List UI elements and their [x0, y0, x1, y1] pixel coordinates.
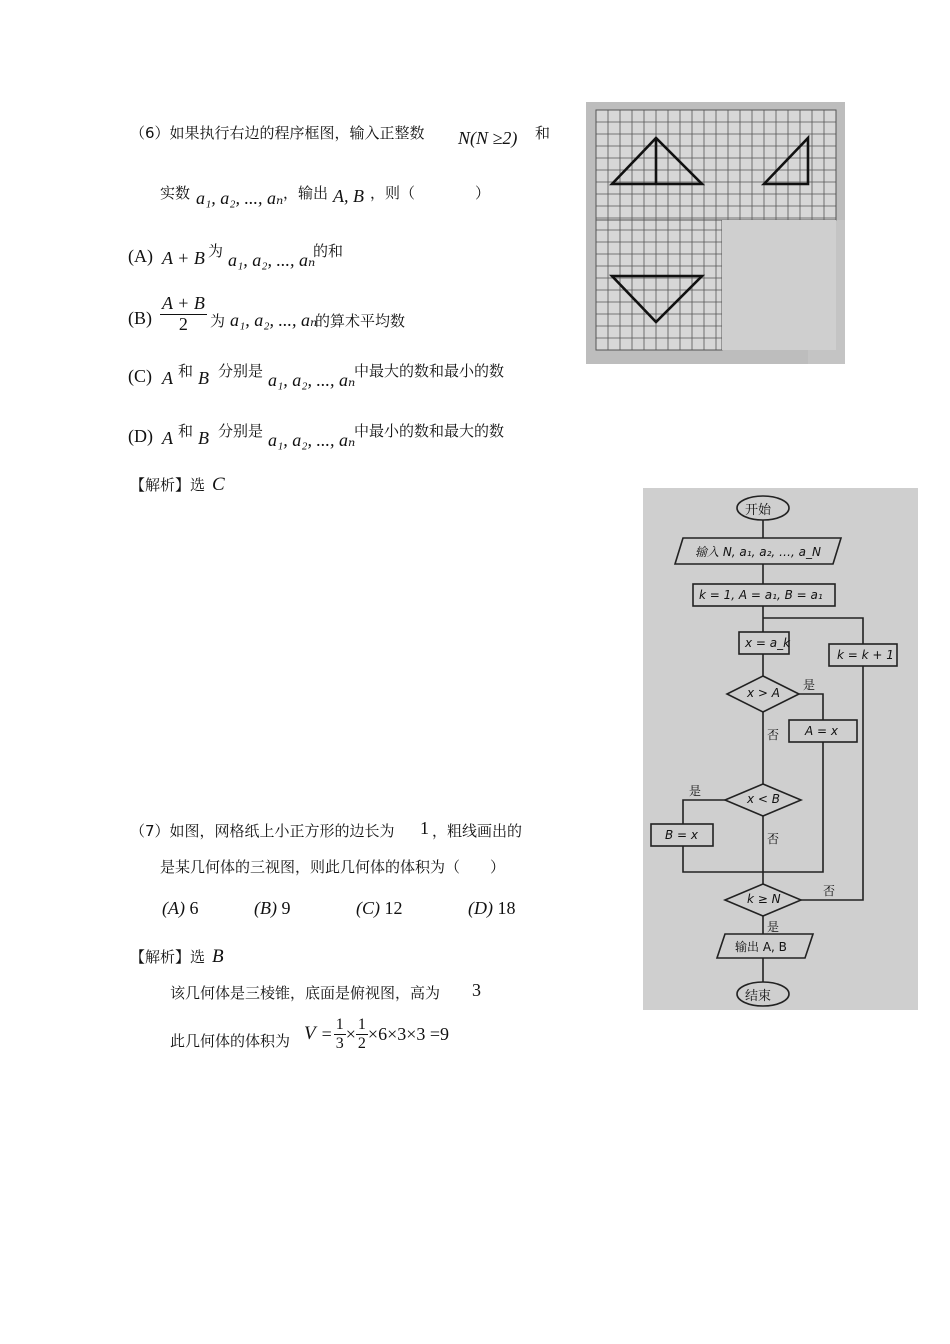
- flow-assign: x = a_k: [745, 636, 791, 650]
- q7-stem-line2: 是某几何体的三视图，则此几何体的体积为（ ）: [160, 858, 506, 876]
- q6-out-vars: A, B: [333, 186, 364, 206]
- q7-frac2: [356, 1016, 368, 1052]
- q7-tail: ×6×3×3 =9: [367, 1023, 450, 1044]
- q6-optC-seq: a₁, a₂, ..., aₙ: [268, 370, 356, 390]
- q6-optA-label: (A): [128, 246, 153, 266]
- flow-yes3: 是: [767, 920, 780, 934]
- q6-optB-label: (B): [128, 308, 152, 328]
- flow-incr: k = k + 1: [837, 648, 894, 662]
- q7-answer: B: [212, 946, 224, 967]
- q6-stem-shishu: 实数: [160, 184, 191, 202]
- q6-optB-t1: 为: [210, 312, 226, 330]
- q6-optD-seq: a₁, a₂, ..., aₙ: [268, 430, 356, 450]
- flow-cond1: x > A: [747, 686, 780, 700]
- q6-optA-t2: 的和: [313, 242, 344, 260]
- q6-optA-expr: A + B: [162, 248, 205, 268]
- q7-optD-value: 18: [497, 898, 516, 918]
- q7-frac1-den: 3: [335, 1034, 344, 1052]
- flowchart-figure: [643, 488, 918, 1010]
- q6-stem-tail: ，则（ ）: [370, 184, 491, 202]
- q7-volume-formula: [304, 1016, 449, 1052]
- q7-frac1-num: 1: [335, 1016, 344, 1033]
- three-view-grid-icon: [586, 102, 845, 364]
- q6-optC-t1: 分别是: [218, 362, 264, 380]
- q7-optA-value: 6: [189, 898, 199, 918]
- q6-optC-t2: 中最大的数和最小的数: [354, 362, 505, 380]
- flow-start: 开始: [745, 503, 772, 518]
- q7-solution-line1: 该几何体是三棱锥，底面是俯视图，高为: [170, 984, 441, 1002]
- q6-optD-t2: 中最小的数和最大的数: [354, 422, 505, 440]
- q7-side: 1: [420, 818, 429, 838]
- flow-init: k = 1, A = a₁, B = a₁: [699, 588, 823, 602]
- q6-answer: C: [212, 474, 225, 495]
- q6-optB-t2: 的算术平均数: [315, 312, 406, 330]
- q7-height: 3: [472, 980, 481, 1000]
- q6-optB-num: A + B: [162, 293, 205, 313]
- q7-optA: [162, 898, 198, 919]
- q7-times: ×: [345, 1023, 356, 1044]
- q6-optC-b: B: [198, 368, 209, 388]
- q6-stem-text: （6）如果执行右边的程序框图，输入正整数: [130, 124, 425, 142]
- q6-answer-label: 【解析】选: [130, 476, 206, 494]
- q7-optC: [356, 898, 403, 919]
- q6-stem-line1: [130, 122, 425, 143]
- flowchart-lines-icon: [643, 488, 918, 1010]
- flow-cond3: k ≥ N: [747, 892, 781, 906]
- q6-optC-a: A: [162, 368, 173, 388]
- q7-solution-line2: 此几何体的体积为: [170, 1032, 291, 1050]
- q6-optD-a: A: [162, 428, 173, 448]
- q7-stem-line1b: ，粗线画出的: [432, 822, 523, 840]
- q7-optA-label: (A): [162, 898, 185, 918]
- q7-optB-value: 9: [281, 898, 291, 918]
- q6-optB-frac: [160, 294, 207, 335]
- q6-optC-label: (C): [128, 366, 152, 386]
- q6-seq: a₁, a₂, ..., aₙ: [196, 188, 284, 208]
- q7-answer-label: 【解析】选: [130, 948, 206, 966]
- q6-optD-label: (D): [128, 426, 153, 446]
- q6-output-word: ，输出: [283, 184, 329, 202]
- q6-optC-he: 和: [178, 362, 194, 380]
- flow-no3: 否: [823, 884, 836, 898]
- q7-optB-label: (B): [254, 898, 277, 918]
- flow-yes2: 是: [689, 784, 702, 798]
- q6-optD-t1: 分别是: [218, 422, 264, 440]
- q7-V: V: [304, 1023, 316, 1045]
- flow-cond2: x < B: [747, 792, 781, 806]
- q7-frac1: [334, 1016, 346, 1052]
- flow-end: 结束: [745, 989, 772, 1004]
- q6-optD-b: B: [198, 428, 209, 448]
- flow-set-B: B = x: [665, 828, 699, 842]
- flow-yes1: 是: [803, 678, 816, 692]
- q7-optD-label: (D): [468, 898, 493, 918]
- q7-optB: [254, 898, 290, 919]
- q7-eq: =: [321, 1023, 332, 1044]
- q7-optC-value: 12: [384, 898, 403, 918]
- q6-optD-he: 和: [178, 422, 194, 440]
- q6-optA-seq: a₁, a₂, ..., aₙ: [228, 250, 316, 270]
- q7-stem-line1: （7）如图，网格纸上小正方形的边长为: [130, 822, 395, 840]
- q7-frac2-num: 1: [357, 1016, 366, 1033]
- flow-no2: 否: [767, 832, 780, 846]
- q6-optB-seq: a₁, a₂, ..., aₙ: [230, 310, 318, 330]
- three-view-grid-figure: [586, 102, 845, 364]
- q6-optB-den: 2: [178, 313, 188, 334]
- flow-output: 输出 A, B: [735, 940, 787, 954]
- q7-optC-label: (C): [356, 898, 380, 918]
- flow-no1: 否: [767, 728, 780, 742]
- q7-optD: [468, 898, 516, 919]
- flow-set-A: A = x: [805, 724, 838, 738]
- q7-frac2-den: 2: [357, 1034, 366, 1052]
- q6-optA-t1: 为: [208, 242, 224, 260]
- q6-n-condition: N(N ≥2): [458, 128, 518, 148]
- flow-input: 输入 N, a₁, a₂, …, a_N: [695, 545, 821, 559]
- q6-he: 和: [535, 124, 551, 142]
